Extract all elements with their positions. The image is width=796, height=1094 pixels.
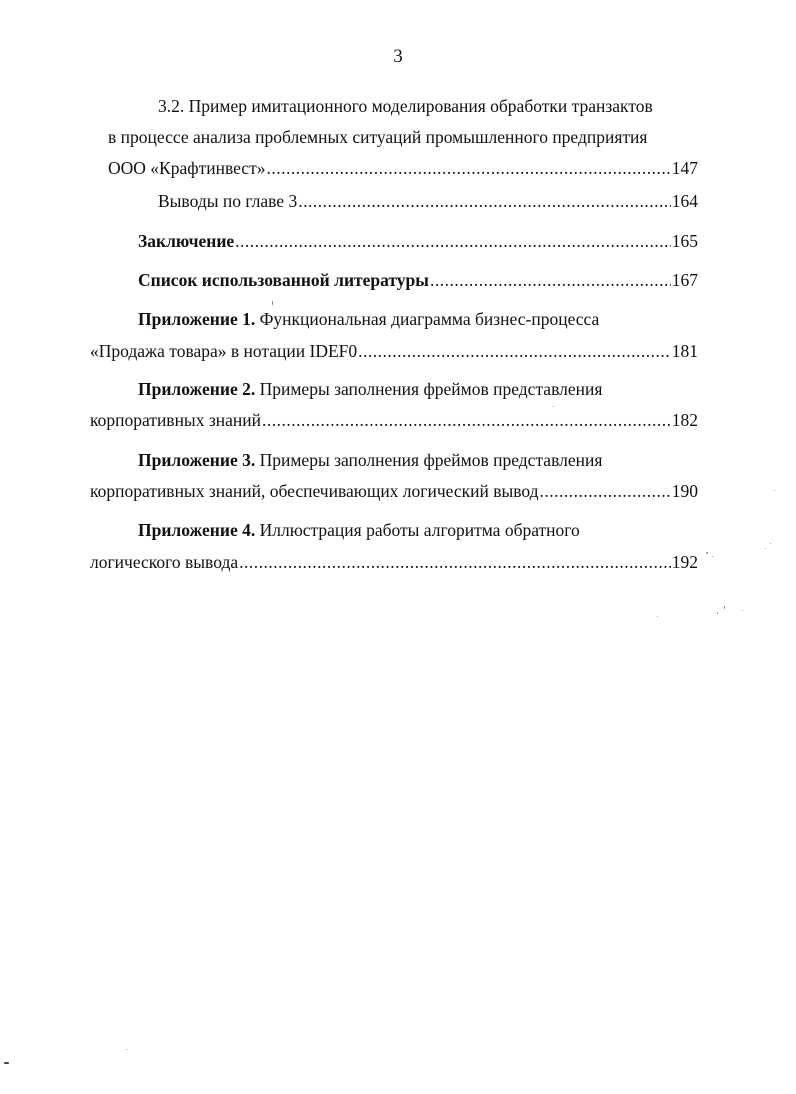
scan-speck — [657, 616, 658, 617]
toc-page-ref: 165 — [671, 231, 698, 251]
appendix-title: Иллюстрация работы алгоритма обратного — [255, 520, 580, 540]
toc-entry-3-2-line2: в процессе анализа проблемных ситуаций промышленного предприятия — [108, 127, 648, 147]
leader-dots — [235, 230, 671, 252]
scan-speck — [724, 606, 725, 609]
toc-entry-conclusion[interactable] — [138, 230, 698, 252]
toc-page-ref: 190 — [671, 481, 698, 501]
toc-entry-appendix-3-line1 — [138, 449, 602, 471]
scan-speck — [126, 1049, 127, 1050]
toc-entry-references[interactable] — [138, 269, 698, 291]
leader-dots — [239, 551, 671, 573]
leader-dots — [298, 190, 671, 212]
appendix-title: Примеры заполнения фреймов представления — [255, 450, 603, 470]
leader-dots — [430, 269, 671, 291]
toc-entry-title: ООО «Крафтинвест» — [108, 158, 266, 178]
scan-speck — [4, 1062, 9, 1064]
scan-speck — [272, 301, 273, 305]
scan-speck — [774, 490, 775, 491]
toc-page-ref: 147 — [671, 158, 698, 178]
toc-entry-appendix-2-line2[interactable] — [90, 409, 698, 431]
scan-speck — [553, 406, 554, 407]
toc-entry-appendix-4-line2[interactable] — [90, 551, 698, 573]
toc-page-ref: 182 — [671, 410, 698, 430]
leader-dots — [358, 340, 671, 362]
toc-entry-title: логического вывода — [90, 552, 239, 572]
scan-speck — [712, 556, 713, 557]
scan-speck — [770, 543, 771, 544]
toc-page-ref: 192 — [671, 552, 698, 572]
toc-entry-appendix-4-line1 — [138, 519, 580, 541]
toc-entry-appendix-1-line1 — [138, 308, 599, 330]
leader-dots — [540, 480, 671, 502]
scan-speck — [765, 548, 766, 549]
toc-entry-title: «Продажа товара» в нотации IDEF0 — [90, 341, 358, 361]
appendix-label: Приложение 2. — [138, 379, 256, 399]
toc-entry-appendix-2-line1 — [138, 378, 602, 400]
appendix-label: Приложение 4. — [138, 520, 256, 540]
toc-entry-chapter3-conclusions[interactable] — [158, 190, 698, 212]
appendix-title: Примеры заполнения фреймов представления — [255, 379, 603, 399]
leader-dots — [262, 409, 671, 431]
page-number: 3 — [393, 46, 403, 67]
toc-entry-title: Выводы по главе 3 — [158, 191, 298, 211]
toc-entry-appendix-3-line2[interactable] — [90, 480, 698, 502]
leader-dots — [266, 157, 670, 179]
toc-entry-title: корпоративных знаний — [90, 410, 261, 430]
scan-speck — [706, 552, 708, 554]
toc-page-ref: 167 — [671, 270, 698, 290]
toc-entry-title: Заключение — [138, 231, 235, 251]
toc-entry-3-2-line3[interactable] — [108, 157, 698, 179]
scan-speck — [742, 610, 743, 611]
toc-entry-appendix-1-line2[interactable] — [90, 340, 698, 362]
appendix-title: Функциональная диаграмма бизнес-процесса — [255, 309, 600, 329]
scan-speck — [717, 612, 718, 614]
toc-page-ref: 164 — [671, 191, 698, 211]
appendix-label: Приложение 3. — [138, 450, 256, 470]
toc-entry-3-2-line1: 3.2. Пример имитационного моделирования обработки транзактов — [158, 96, 653, 116]
toc-page-ref: 181 — [671, 341, 698, 361]
toc-entry-title: Список использованной литературы — [138, 270, 429, 290]
appendix-label: Приложение 1. — [138, 309, 256, 329]
toc-entry-title: корпоративных знаний, обеспечивающих логический вывод — [90, 481, 539, 501]
